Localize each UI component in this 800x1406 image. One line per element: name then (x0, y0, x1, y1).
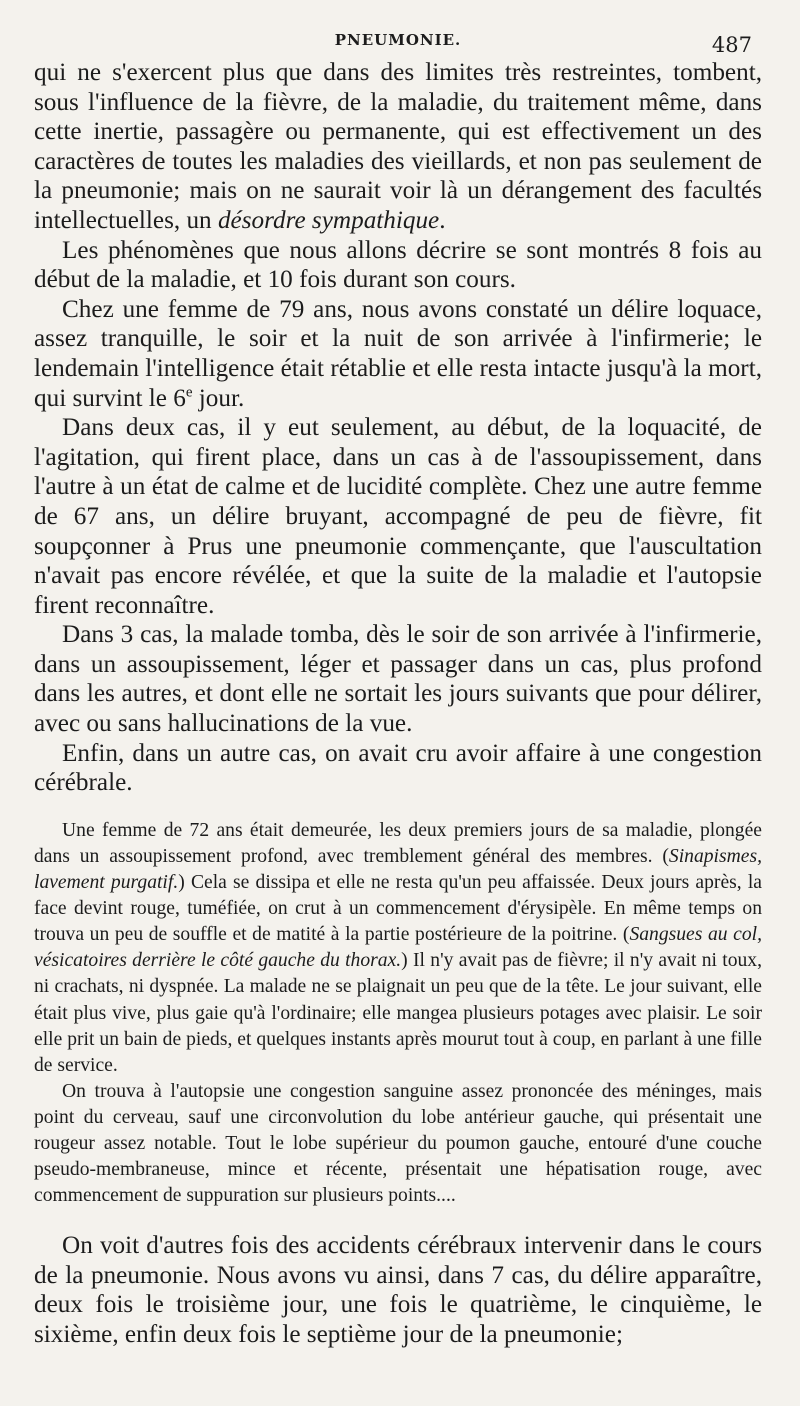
paragraph-three-cases: Dans 3 cas, la malade tomba, dès le soir de son arrivée à l'infirmerie, dans un assoupissement, léger et passager dans un cas, plus profond dans les autres, et dont elle ne sortait les jours suivants que pour délirer, avec ou sans hallucinations de la vue. (34, 621, 762, 738)
paragraph-text: jour. (192, 384, 245, 412)
paragraph-end: . (439, 206, 446, 234)
running-head (34, 0, 762, 58)
running-title: PNEUMONIE. (334, 31, 462, 49)
italic-term: désordre sympathique (217, 206, 440, 234)
treatment-italic: Sinapismes, lavement purgatif. (34, 845, 762, 894)
paragraph-two-cases: Dans deux cas, il y eut seulement, au début, de la loquacité, de l'agitation, qui firent place, dans un cas à de l'assoupissement, dans l'autre à un état de calme et de lucidité complète. Chez une autre femme de 67 ans, un délire bruyant, accompagné de peu de fièvre, fit soupçonner à Prus une pneumonie commençante, que l'auscultation n'avait pas encore révélée, et que la suite de la maladie et l'autopsie firent reconnaître. (34, 414, 762, 619)
paragraph-case-79 (34, 295, 762, 413)
paragraph-onset-count: Les phénomènes que nous allons décrire se sont montrés 8 fois au début de la maladie, et 10 fois durant son cours. (34, 236, 762, 294)
paragraph-congestion: Enfin, dans un autre cas, on avait cru avoir affaire à une congestion cérébrale. (34, 739, 762, 797)
page-number: 487 (711, 33, 752, 57)
case-text: ) Il n'y avait pas de fièvre; il n'y avait ni toux, ni crachats, ni dyspnée. La malade ne se plaignait un peu que de la tête. Le jour suivant, elle était plus vive, plus gaie qu'à l'ordinaire; elle mangea plusieurs potages avec plaisir. Le soir elle prit un bain de pieds, et quelques instants après mourut tout à coup, en parlant à une fille de service. (34, 950, 763, 1076)
treatment-italic: Sangsues au col, vésicatoires derrière le côté gauche du thorax. (34, 924, 762, 972)
case-report (34, 818, 762, 1209)
paragraph-continuation (34, 58, 762, 236)
case-text: Une femme de 72 ans était demeurée, les deux premiers jours de sa maladie, plongée dans un assoupissement profond, avec tremblement général des membres. ( (34, 819, 762, 867)
paragraph-text: Chez une femme de 79 ans, nous avons constaté un délire loquace, assez tranquille, le soir et la nuit de son arrivée à l'infirmerie; le lendemain l'intelligence était rétablie et elle resta intacte jusqu'à la mort, qui survint le 6 (34, 295, 762, 412)
superscript: e (185, 384, 193, 401)
paragraph-during-course: On voit d'autres fois des accidents cérébraux intervenir dans le cours de la pneumonie. Nous avons vu ainsi, dans 7 cas, du délire apparaître, deux fois le troisième jour, une fois le quatrième, le cinquième, le sixième, enfin deux fois le septième jour de la pneumonie; (34, 1232, 762, 1349)
case-report-observation (34, 818, 762, 1079)
case-text: ) Cela se dissipa et elle ne resta qu'un peu affaissée. Deux jours après, la face devint rouge, tuméfiée, on crut à un commencement d'érysipèle. En même temps on trouva un peu de souffle et de matité à la partie postérieure de la poitrine. ( (34, 872, 762, 946)
paragraph-text: qui ne s'exercent plus que dans des limites très restreintes, tombent, sous l'influence de la fièvre, de la maladie, du traitement même, dans cette inertie, passagère ou permanente, qui est effectivement un des caractères de toutes les maladies des vieillards, et non pas seulement de la pneumonie; mais on ne saurait voir là un dérangement des facultés intellectuelles, un (34, 59, 762, 234)
case-report-autopsy: On trouva à l'autopsie une congestion sanguine assez prononcée des méninges, mais point du cerveau, sauf une circonvolution du lobe antérieur gauche, qui présentait une rougeur assez notable. Tout le lobe supérieur du poumon gauche, entouré d'une couche pseudo-membraneuse, mince et récente, présentait une hépatisation rouge, avec commencement de suppuration sur plusieurs points.... (34, 1080, 762, 1207)
